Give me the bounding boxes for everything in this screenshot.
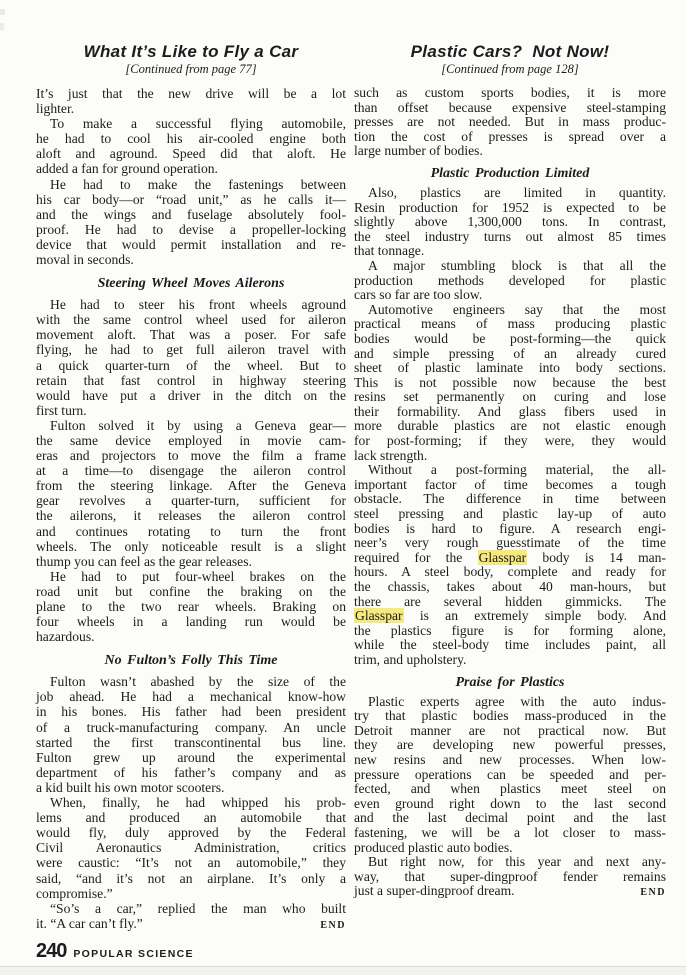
text-line: bodies would be post-forming—the quick bbox=[354, 330, 666, 346]
text-line: cars so far are too slow. bbox=[354, 287, 483, 303]
text-line: added a fan for ground operation. bbox=[36, 161, 218, 177]
text-line: first turn. bbox=[36, 402, 87, 418]
text-line: their formability. And glass fibers used in bbox=[354, 403, 666, 419]
text-line: retain that fast control in highway steering bbox=[36, 372, 346, 388]
search-highlight: Glasspar bbox=[478, 549, 527, 565]
page-number: 240 bbox=[36, 940, 67, 962]
text-line: and the wings and fuselage absolutely fool- bbox=[36, 206, 346, 222]
text-line: movement aloft. That was a poser. For safe bbox=[36, 327, 346, 343]
text-line: they are developing new powerful presses, bbox=[354, 737, 666, 753]
text-line: He had to steer his front wheels aground bbox=[50, 297, 346, 313]
text-line: try that plastic bodies mass-produced in the bbox=[354, 708, 666, 724]
text-line: proof. He had to devise a propeller-locking bbox=[36, 221, 346, 237]
text-line: said, “and it’s not an airplane. It’s only a bbox=[36, 870, 346, 886]
text-line: thump you can feel as the gear releases. bbox=[36, 553, 252, 569]
article-body bbox=[36, 86, 346, 933]
article-title: Plastic Cars? Not Now! bbox=[410, 42, 610, 61]
article-body bbox=[354, 86, 666, 901]
text-line: with the same control wheel used for aileron bbox=[36, 312, 346, 328]
search-highlight: Glasspar bbox=[355, 608, 403, 624]
text-line: flying, he had to get full aileron travel with bbox=[36, 342, 346, 358]
text-line: at a time—to disengage the aileron control bbox=[36, 463, 346, 479]
text-line: Plastic experts agree with the auto indus- bbox=[368, 693, 666, 709]
text-line: Also, plastics are limited in quantity. bbox=[368, 184, 666, 200]
text-line: gear revolves a quarter-turn, sufficient for bbox=[36, 493, 346, 509]
text-line: He had to put four-wheel brakes on the bbox=[50, 568, 346, 584]
article-column-right bbox=[354, 42, 666, 901]
section-heading: No Fulton’s Folly This Time bbox=[104, 653, 278, 669]
text-line: lighter. bbox=[36, 101, 75, 117]
end-marker: END bbox=[640, 887, 666, 899]
text-line: presses are not needed. But in mass produc- bbox=[354, 114, 666, 130]
text-line: the chassis, takes about 40 man-hours, but bbox=[354, 579, 666, 594]
text-line: resins set permanently on curing and lose bbox=[354, 389, 666, 405]
text-line: practical means of mass producing plastic bbox=[354, 316, 666, 332]
text-line: a kid built his own motor scooters. bbox=[36, 779, 225, 795]
text-line: Without a post-forming material, the all- bbox=[368, 462, 666, 478]
text-line: important factor of time becomes a tough bbox=[354, 476, 666, 492]
end-marker: END bbox=[320, 919, 346, 931]
text-line: This is not possible now because the best bbox=[354, 374, 666, 390]
text-line: steel pressing and plastic lay-up of auto bbox=[354, 506, 666, 522]
text-line: and continues rotating to turn the front bbox=[36, 523, 346, 539]
text-line: pressure operations can be speeded and per- bbox=[354, 766, 666, 782]
text-line: slightly above 1,300,000 tons. In contrast, bbox=[354, 214, 666, 230]
continued-note: [Continued from page 128] bbox=[441, 62, 579, 76]
text-line: fastening, we will be a lot closer to mass- bbox=[354, 824, 666, 840]
text-line: he had to cool his air-cooled engine both bbox=[36, 131, 346, 147]
scan-artifact bbox=[0, 23, 4, 30]
text-line: job ahead. He had a mechanical know-how bbox=[36, 689, 346, 705]
text-line: more durable plastics are not elastic enough bbox=[354, 418, 666, 434]
text-line: device that would permit installation and re- bbox=[36, 236, 346, 252]
text-line: that tonnage. bbox=[354, 243, 425, 259]
text-line: a quick quarter-turn of the wheel. But to bbox=[36, 357, 346, 373]
text-line: Resin production for 1952 is expected to be bbox=[354, 199, 666, 215]
text-line: the plastics figure is for forming alone, bbox=[354, 622, 666, 638]
text-line: obstacle. The difference in time between bbox=[354, 491, 666, 507]
article-title: What It’s Like to Fly a Car bbox=[83, 42, 299, 61]
text-line: and the last decimal point and the last bbox=[354, 810, 666, 826]
text-line: compromise.” bbox=[36, 885, 113, 901]
text-line: lems and produced an automobile that bbox=[36, 810, 346, 826]
text-line: moval in seconds. bbox=[36, 252, 134, 268]
article-column-left bbox=[36, 42, 346, 933]
text-line: while the steel-body time includes paint, all bbox=[354, 637, 666, 653]
page-footer bbox=[36, 941, 194, 961]
text-line: were caustic: “It’s not an automobile,” they bbox=[36, 855, 346, 871]
text-line: Fulton grew up around the experimental bbox=[36, 749, 346, 765]
text-line bbox=[354, 884, 666, 901]
text-line: way, that super-dingproof fender remains bbox=[354, 868, 666, 884]
text-line: bodies is hard to figure. A research engi- bbox=[354, 520, 666, 536]
text-line: He had to make the fastenings between bbox=[50, 176, 346, 192]
text-line-text: just a super-dingproof dream. bbox=[354, 883, 515, 899]
text-line: would fly, duly approved by the Federal bbox=[36, 825, 346, 841]
text-line bbox=[36, 916, 346, 933]
text-line: from the steering linkage. After the Geneva bbox=[36, 478, 346, 494]
text-line: wheels. The only noticeable result is a slight bbox=[36, 538, 346, 554]
text-line: hazardous. bbox=[36, 629, 95, 645]
text-line: department of his father’s company and as bbox=[36, 764, 346, 780]
text-line: such as custom sports bodies, it is more bbox=[354, 85, 666, 100]
section-heading: Plastic Production Limited bbox=[430, 165, 590, 181]
text-line: required for the Glasspar body is 14 man- bbox=[354, 549, 666, 565]
text-line: A major stumbling block is that all the bbox=[368, 257, 666, 273]
page-edge bbox=[0, 966, 686, 975]
text-line: the same device employed in movie cam- bbox=[36, 432, 346, 448]
continued-note: [Continued from page 77] bbox=[125, 62, 257, 76]
section-heading: Steering Wheel Moves Ailerons bbox=[97, 276, 285, 292]
text-line: To make a successful flying automobile, bbox=[50, 116, 346, 132]
text-line: started the first transcontinental bus line. bbox=[36, 734, 346, 750]
text-line: sheet of plastic laminate into body sections. bbox=[354, 360, 666, 376]
text-line: plane to the two rear wheels. Braking on bbox=[36, 599, 346, 614]
text-line: than offset because expensive steel-stamping bbox=[354, 99, 666, 115]
text-line: eras and projectors to move the film a frame bbox=[36, 448, 346, 464]
text-line: the steel industry turns out almost 85 times bbox=[354, 228, 666, 244]
text-line: would have put a driver in the ditch on the bbox=[36, 387, 346, 403]
text-line: Glasspar is an extremely simple body. And bbox=[355, 608, 666, 624]
text-line: produced plastic auto bodies. bbox=[354, 839, 513, 855]
text-line: Fulton wasn’t abashed by the size of the bbox=[50, 674, 346, 690]
text-line: But right now, for this year and next any- bbox=[368, 854, 666, 870]
text-line: lack strength. bbox=[354, 447, 428, 463]
magazine-name: POPULAR SCIENCE bbox=[73, 948, 194, 960]
text-line: Civil Aeronautics Administration, critics bbox=[36, 840, 346, 856]
text-line: Fulton solved it by using a Geneva gear— bbox=[50, 417, 346, 433]
text-line: for post-forming; if they were, they would bbox=[354, 433, 666, 449]
text-line: in his bones. His father had been president bbox=[36, 704, 346, 720]
text-line: neer’s very rough guesstimate of the time bbox=[354, 535, 666, 551]
scan-artifact bbox=[0, 9, 5, 15]
text-line: When, finally, he had whipped his prob- bbox=[50, 795, 346, 811]
text-line: large number of bodies. bbox=[354, 143, 483, 159]
text-line: tion the cost of presses is spread over a bbox=[354, 128, 666, 144]
text-line-text: it. “A car can’t fly.” bbox=[36, 915, 143, 931]
text-line: his car body—or “road unit,” as he calls it— bbox=[36, 191, 346, 207]
text-line: new resins and new processes. When low- bbox=[354, 751, 666, 767]
text-line: fected, and when plastics meet steel on bbox=[354, 781, 666, 797]
text-line: aloft and aground. Speed did that aloft. He bbox=[36, 146, 346, 162]
text-line: trim, and upholstery. bbox=[354, 651, 467, 667]
text-line: even ground right down to the last second bbox=[354, 795, 666, 811]
text-line: there are several hidden gimmicks. The bbox=[354, 593, 666, 609]
section-heading: Praise for Plastics bbox=[455, 674, 565, 690]
text-line: “So’s a car,” replied the man who built bbox=[50, 900, 346, 916]
text-line: hours. A steel body, complete and ready for bbox=[354, 564, 666, 580]
text-line: road unit but confine the braking on the bbox=[36, 583, 346, 599]
text-line: production methods developed for plastic bbox=[354, 272, 666, 288]
text-line: the ailerons, it releases the aileron control bbox=[36, 508, 346, 524]
text-line: It’s just that the new drive will be a lot bbox=[36, 86, 346, 101]
text-line: and simple pressing of an already cured bbox=[354, 345, 666, 361]
text-line: Detroit manner are not practical now. But bbox=[354, 722, 666, 738]
text-line: of a truck-manufacturing company. An uncle bbox=[36, 719, 346, 735]
text-line: four wheels in a landing run would be bbox=[36, 614, 346, 630]
text-line: Automotive engineers say that the most bbox=[368, 301, 666, 317]
